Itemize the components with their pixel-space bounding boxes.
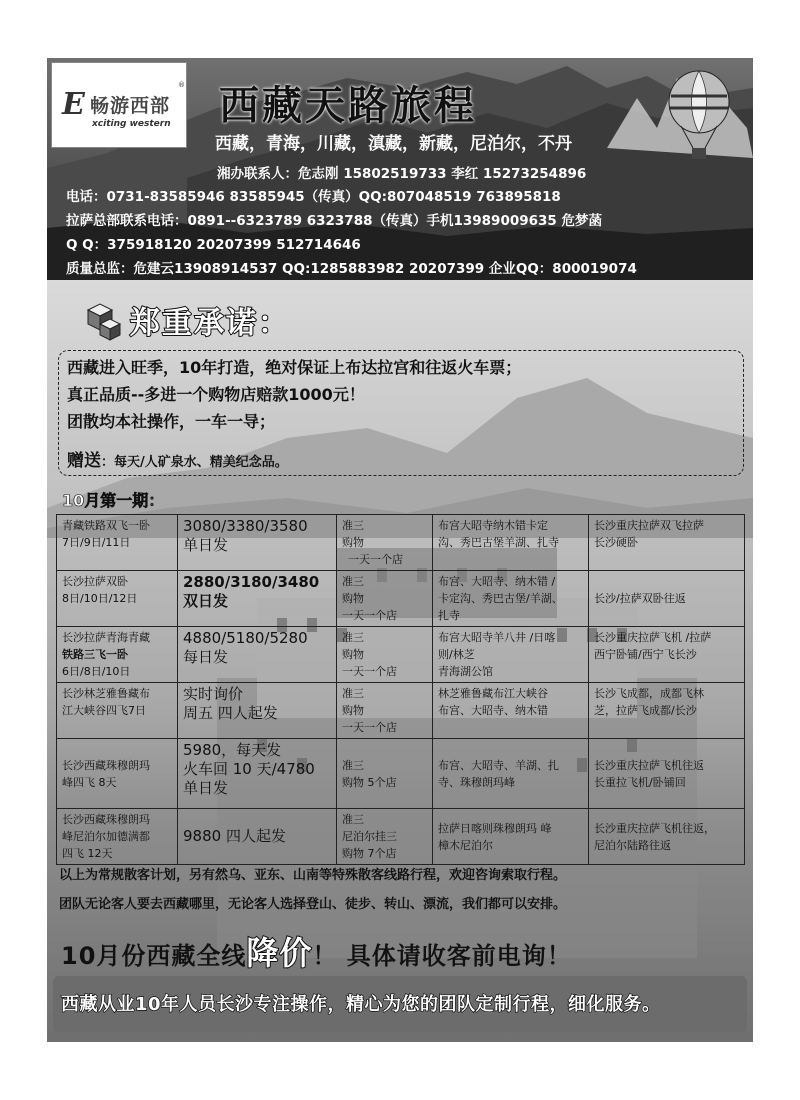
sights-cell	[433, 739, 589, 809]
sights-text: 布宫、大昭寺、纳木错 /	[438, 575, 556, 588]
regions-line: 西藏，青海，川藏，滇藏，新藏，尼泊尔，不丹	[215, 134, 572, 154]
price-cell	[178, 683, 337, 739]
route-name: 长沙林芝雅鲁藏布	[62, 687, 150, 700]
cubes-icon	[80, 300, 124, 344]
sights-text: 布宫大昭寺纳木错卡定	[438, 519, 548, 532]
shopping-text: 一天一个店	[342, 665, 397, 678]
price-note: 双日发	[183, 592, 229, 610]
transport-cell	[589, 515, 745, 571]
price: 4880/5180/5280	[183, 629, 308, 647]
sights-text: 拉萨日喀则珠穆朗玛 峰	[438, 821, 552, 835]
shopping-text: 购物 5个店	[342, 775, 397, 789]
shopping-text: 准三	[342, 519, 364, 532]
shopping-text: 购物	[342, 536, 364, 549]
transport-cell	[589, 571, 745, 627]
transport-text: 长沙重庆拉萨双飞拉萨	[594, 519, 704, 532]
shopping-text: 尼泊尔挂三	[342, 830, 397, 843]
route-name: 江大峡谷四飞7日	[62, 704, 146, 717]
gift-label: 赠送	[67, 451, 101, 471]
gift-line	[67, 446, 288, 471]
route-dates: 8日/10日/12日	[62, 592, 138, 605]
contact-line: 质量总监：危建云13908914537 QQ:1285883982 20207399 企业QQ：800019074	[66, 261, 637, 277]
footer-text: 西藏从业10年人员长沙专注操作，精心为您的团队定制行程，细化服务。	[61, 994, 661, 1015]
route-dates: 7日/9日/11日	[62, 536, 131, 549]
shopping-text: 一天一个店	[348, 553, 403, 566]
transport-text: 长沙硬卧	[594, 536, 638, 549]
price-note: 单日发	[183, 536, 229, 554]
promise-line: 团散均本社操作，一车一导；	[67, 412, 276, 431]
sights-text: 沟、秀巴古堡羊湖、扎寺	[438, 536, 559, 549]
transport-text: 长重拉飞机/卧铺回	[594, 775, 686, 789]
promise-box	[58, 350, 744, 476]
table-row	[57, 627, 745, 683]
banner-pre: 10月份西藏全线	[61, 942, 247, 970]
price-cell	[178, 627, 337, 683]
route-name: 长沙拉萨青海青藏	[62, 631, 150, 644]
shopping-cell	[337, 739, 433, 809]
route-cell	[57, 627, 178, 683]
price: 3080/3380/3580	[183, 517, 308, 535]
promise-heading	[80, 296, 380, 346]
sights-cell	[433, 809, 589, 865]
table-row	[57, 809, 745, 865]
table-row	[57, 571, 745, 627]
shopping-cell	[337, 809, 433, 865]
logo-letter: E	[62, 87, 85, 122]
sights-text: 布宫、大昭寺、羊湖、扎	[438, 758, 559, 772]
route-name: 长沙拉萨双卧	[62, 575, 128, 588]
price-cell	[178, 739, 337, 809]
price-cell	[178, 515, 337, 571]
sights-text: 布宫、大昭寺、纳木错	[438, 704, 548, 717]
route-cell	[57, 683, 178, 739]
shopping-cell	[337, 683, 433, 739]
transport-text: 芝，拉萨飞成都/长沙	[594, 704, 697, 717]
price: 2880/3180/3480	[183, 573, 320, 591]
route-name: 峰四飞 8天	[62, 775, 117, 789]
transport-cell	[589, 683, 745, 739]
sights-cell	[433, 627, 589, 683]
transport-text: 尼泊尔陆路往返	[594, 838, 671, 852]
price-note: 单日发	[183, 779, 229, 797]
promise-line: 西藏进入旺季，10年打造，绝对保证上布达拉宫和往返火车票；	[67, 358, 522, 377]
contact-line: Q Q：375918120 20207399 512714646	[66, 237, 361, 253]
price-cell	[178, 809, 337, 865]
banner-big: 降价	[246, 934, 313, 972]
transport-text: 长沙重庆拉萨飞机往返	[594, 758, 704, 772]
price-note: 周五 四人起发	[183, 704, 278, 722]
contact-line: 湘办联系人：危志刚 15802519733 李红 15273254896	[217, 166, 587, 182]
logo-en: xciting western	[92, 119, 171, 129]
sights-text: 卡定沟、秀巴古堡/羊湖、	[438, 592, 563, 605]
sights-cell	[433, 683, 589, 739]
shopping-cell	[337, 571, 433, 627]
banner-post: ！ 具体请收客前电询！	[312, 942, 572, 970]
shopping-text: 购物	[342, 648, 364, 661]
contact-line: 电话：0731-83585946 83585945（传真）QQ:807048519 763895818	[66, 189, 561, 205]
sights-text: 布宫大昭寺羊八井 /日喀	[438, 631, 556, 644]
price: 9880 四人起发	[183, 827, 286, 845]
route-name: 峰尼泊尔加德满都	[62, 830, 150, 843]
hot-air-balloon-icon	[667, 70, 731, 162]
route-cell	[57, 739, 178, 809]
sights-text: 则/林芝	[438, 648, 475, 661]
promise-title: 郑重承诺：	[130, 306, 290, 341]
route-cell	[57, 571, 178, 627]
gift-text: ：每天/人矿泉水、精美纪念品。	[101, 455, 288, 470]
company-logo	[51, 62, 187, 148]
footer-bar	[53, 976, 747, 1032]
shopping-cell	[337, 627, 433, 683]
table-row	[57, 739, 745, 809]
shopping-text: 一天一个店	[342, 721, 397, 734]
route-name: 长沙西藏珠穆朗玛	[62, 813, 150, 826]
transport-text: 长沙重庆拉萨飞机往返，	[594, 821, 715, 835]
page-title: 西藏天路旅程	[219, 82, 477, 129]
note-line: 团队无论客人要去西藏哪里，无论客人选择登山、徒步、转山、漂流，我们都可以安排。	[59, 897, 567, 912]
transport-text: 长沙重庆拉萨飞机 /拉萨	[594, 631, 712, 644]
shopping-text: 准三	[342, 575, 364, 588]
route-name: 铁路三飞一卧	[62, 648, 128, 661]
route-cell	[57, 809, 178, 865]
period-title: 10月第一期：	[62, 491, 165, 510]
route-name: 四飞 12天	[62, 847, 113, 860]
sights-text: 青海湖公馆	[438, 665, 493, 678]
sights-text: 扎寺	[438, 609, 460, 622]
logo-cn: 畅游西部	[90, 95, 171, 117]
shopping-cell	[337, 515, 433, 571]
sights-cell	[433, 571, 589, 627]
route-dates: 6日/8日/10日	[62, 665, 131, 678]
logo-reg: ®	[178, 81, 185, 89]
shopping-text: 准三	[342, 631, 364, 644]
sights-text: 林芝雅鲁藏布江大峡谷	[438, 687, 548, 700]
route-name: 青藏铁路双飞一卧	[62, 519, 150, 532]
flyer	[47, 58, 753, 1042]
shopping-text: 准三	[342, 758, 364, 772]
price-cut-banner	[61, 928, 572, 974]
transport-text: 西宁卧铺/西宁飞长沙	[594, 648, 697, 661]
transport-text: 长沙/拉萨双卧往返	[594, 592, 686, 605]
shopping-text: 购物	[342, 592, 364, 605]
route-cell	[57, 515, 178, 571]
sights-cell	[433, 515, 589, 571]
trips-table	[56, 514, 745, 865]
shopping-text: 一天一个店	[342, 609, 397, 622]
shopping-text: 准三	[342, 813, 364, 826]
transport-text: 长沙飞成都，成都飞林	[594, 687, 704, 700]
shopping-text: 购物 7个店	[342, 847, 397, 860]
table-row	[57, 683, 745, 739]
sights-text: 寺、珠穆朗玛峰	[438, 775, 515, 789]
contact-line: 拉萨总部联系电话：0891--6323789 6323788（传真）手机13989009635 危梦菡	[66, 213, 603, 229]
shopping-text: 准三	[342, 687, 364, 700]
sights-text: 樟木尼泊尔	[438, 838, 493, 852]
shopping-text: 购物	[342, 704, 364, 717]
price: 火车回 10 天/4780	[183, 760, 315, 778]
table-row	[57, 515, 745, 571]
header-banner	[47, 58, 753, 280]
price-cell	[178, 571, 337, 627]
transport-cell	[589, 739, 745, 809]
promise-line: 真正品质--多进一个购物店赔款1000元！	[67, 385, 365, 404]
price: 5980，每天发	[183, 741, 282, 759]
transport-cell	[589, 627, 745, 683]
note-line: 以上为常规散客计划，另有然乌、亚东、山南等特殊散客线路行程，欢迎咨询索取行程。	[59, 868, 567, 883]
price-note: 每日发	[183, 648, 229, 666]
transport-cell	[589, 809, 745, 865]
route-name: 长沙西藏珠穆朗玛	[62, 758, 150, 772]
price: 实时询价	[183, 685, 244, 703]
